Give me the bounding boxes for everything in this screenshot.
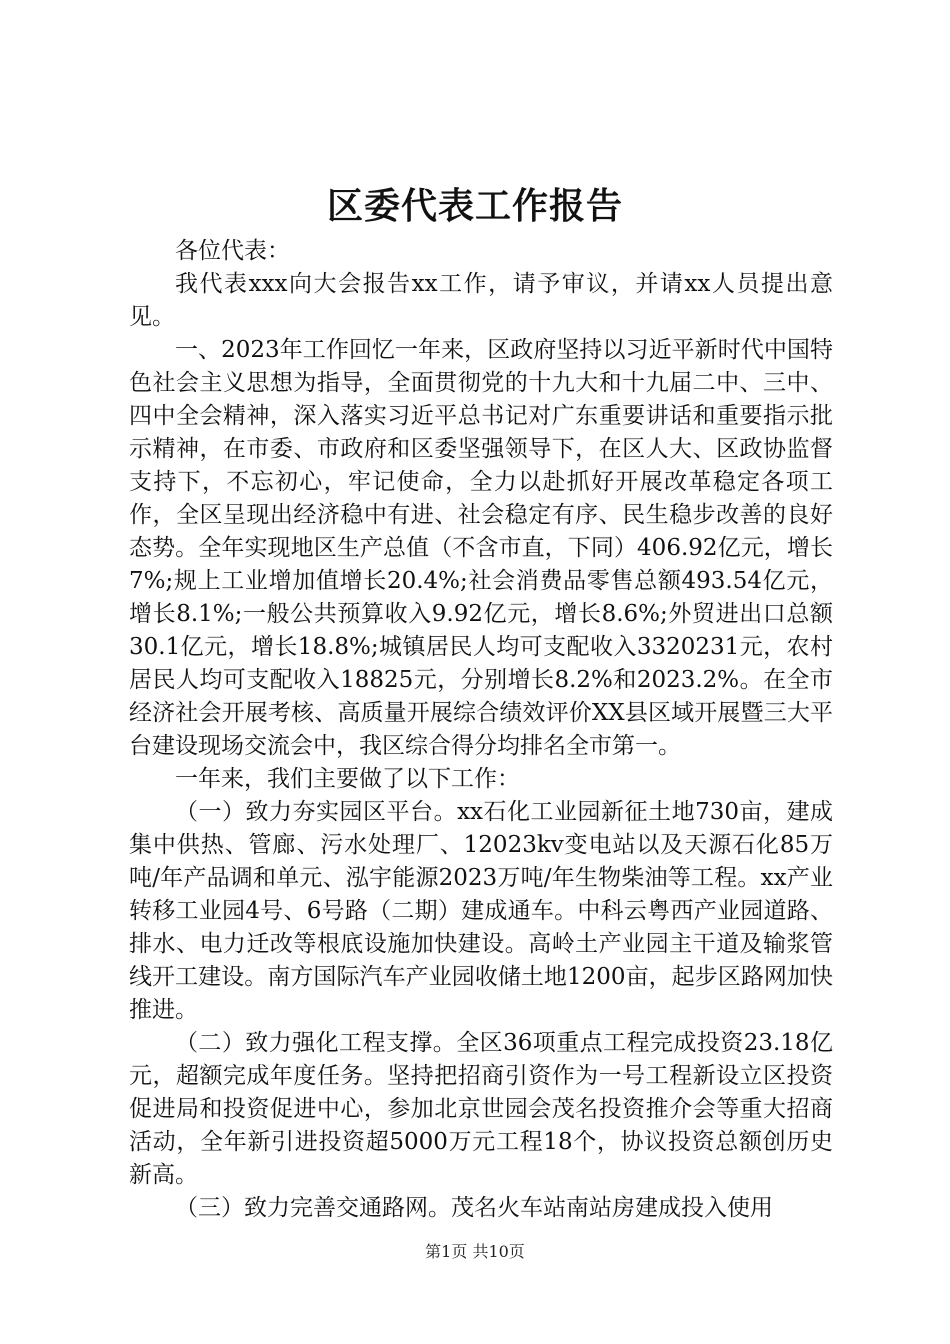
- paragraph-item-2: （二）致力强化工程支撑。全区36项重点工程完成投资23.18亿元，超额完成年度任务。坚持把招商引资作为一号工程新设立区投资促进局和投资促进中心，参加北京世园会茂名投资推介会等重大招商活动，全年新引进投资超5000万元工程18个，协议投资总额创历史新高。: [129, 1030, 833, 1188]
- paragraph-work-summary: 一年来，我们主要做了以下工作：: [175, 766, 520, 792]
- paragraph-intro: 我代表xxx向大会报告xx工作，请予审议，并请xx人员提出意见。: [129, 271, 833, 330]
- document-body: [129, 235, 833, 1225]
- paragraph-salutation: 各位代表：: [175, 238, 290, 264]
- paragraph-item-3: （三）致力完善交通路网。茂名火车站南站房建成投入使用: [175, 1195, 773, 1221]
- paragraph-item-1: （一）致力夯实园区平台。xx石化工业园新征土地730亩，建成集中供热、管廊、污水处理厂、12023kv变电站以及天源石化85万吨/年产品调和单元、泓宇能源2023万吨/年生物柴油等工程。xx产业转移工业园4号、6号路（二期）建成通车。中科云粤西产业园道路、排水、电力迁改等根底设施加快建设。高岭土产业园主干道及输浆管线开工建设。南方国际汽车产业园收储土地1200亩，起步区路网加快推进。: [129, 799, 833, 1023]
- paragraph-review: 一、2023年工作回忆一年来，区政府坚持以习近平新时代中国特色社会主义思想为指导，全面贯彻党的十九大和十九届二中、三中、四中全会精神，深入落实习近平总书记对广东重要讲话和重要指示批示精神，在市委、市政府和区委坚强领导下，在区人大、区政协监督支持下，不忘初心，牢记使命，全力以赴抓好开展改革稳定各项工作，全区呈现出经济稳中有进、社会稳定有序、民生稳步改善的良好态势。全年实现地区生产总值（不含市直，下同）406.92亿元，增长7%;规上工业增加值增长20.4%;社会消费品零售总额493.54亿元，增长8.1%;一般公共预算收入9.92亿元，增长8.6%;外贸进出口总额30.1亿元，增长18.8%;城镇居民人均可支配收入3320231元，农村居民人均可支配收入18825元，分别增长8.2%和2023.2%。在全市经济社会开展考核、高质量开展综合绩效评价XX县区域开展暨三大平台建设现场交流会中，我区综合得分均排名全市第一。: [129, 337, 833, 759]
- document-title: 区委代表工作报告: [326, 185, 623, 227]
- page-number: 第1页 共10页: [425, 1242, 525, 1261]
